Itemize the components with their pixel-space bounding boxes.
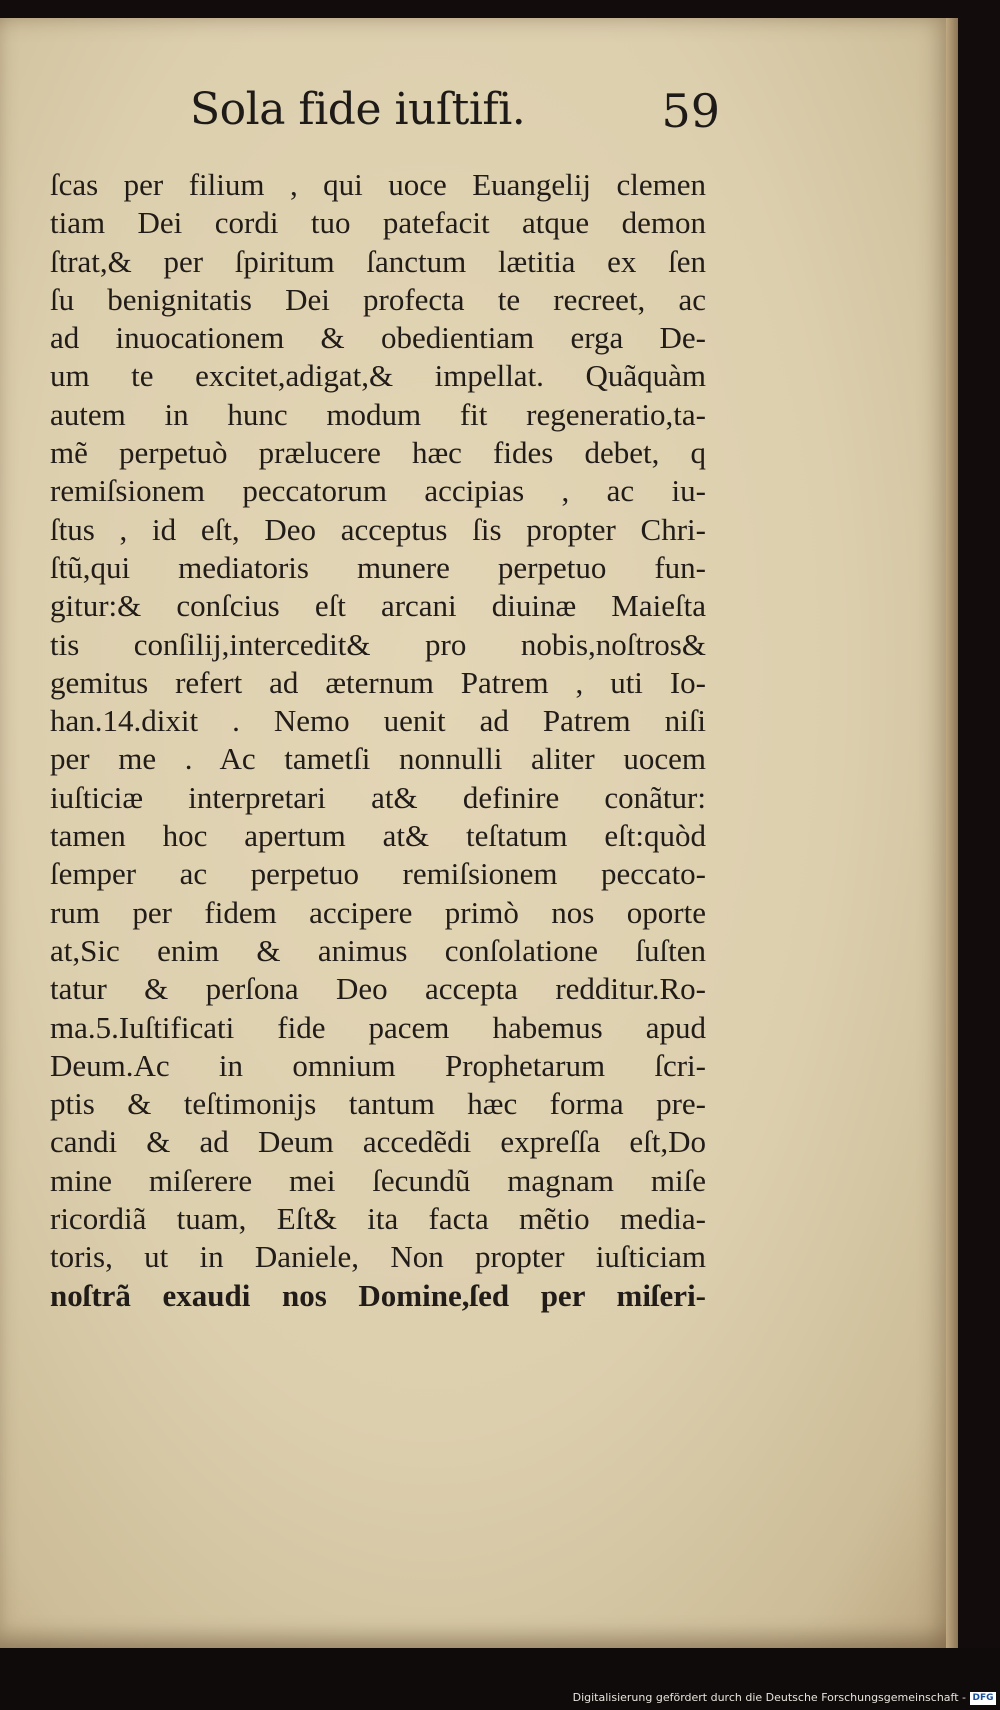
text-line: ſcas per filium , qui uoce Euangelij clemen [50, 167, 706, 202]
digitization-credit: Digitalisierung gefördert durch die Deutsche Forschungsgemeinschaft - [572, 1691, 966, 1704]
text-line: ricordiã tuam, Eſt& ita facta mẽtio media- [50, 1201, 706, 1237]
text-line: han.14.dixit . Nemo uenit ad Patrem niſi [50, 703, 706, 739]
text-line: tiam Dei cordi tuo patefacit atque demon [50, 205, 706, 241]
text-line: at,Sic enim & animus conſolatione ſuſten [50, 932, 706, 968]
text-line: gitur:& conſcius eſt arcani diuinæ Maieſta [50, 588, 706, 624]
running-head: Sola fide iuſtifi. [190, 84, 526, 135]
text-line: ſemper ac perpetuo remiſsionem peccato- [50, 856, 706, 892]
text-line: tamen hoc apertum at& teſtatum eſt:quòd [50, 818, 706, 854]
text-line: per me . Ac tametſi nonnulli aliter uocem [50, 741, 706, 777]
dfg-logo-icon: DFG [970, 1692, 996, 1705]
page-header [190, 84, 720, 144]
text-line: ſu benignitatis Dei profecta te recreet, ac [50, 281, 706, 317]
text-line: toris, ut in Daniele, Non propter iuſticiam [50, 1239, 706, 1275]
text-line: ſtrat,& per ſpiritum ſanctum lætitia ex ſen [50, 243, 706, 279]
text-line: ma.5.Iuſtificati fide pacem habemus apud [50, 1009, 706, 1045]
text-line: ptis & teſtimonijs tantum hæc forma pre- [50, 1086, 706, 1122]
text-line: ad inuocationem & obedientiam erga De- [50, 320, 706, 356]
footer-bar [0, 1648, 1000, 1710]
text-line: rum per fidem accipere primò nos oporte [50, 894, 706, 930]
text-line: remiſsionem peccatorum accipias , ac iu- [50, 473, 706, 509]
text-line: ſtus , id eſt, Deo acceptus ſis propter Chri- [50, 511, 706, 547]
text-line: mine miſerere mei ſecundũ magnam miſe [50, 1162, 706, 1198]
text-line: autem in hunc modum fit regeneratio,ta- [50, 396, 706, 432]
book-page [0, 18, 958, 1648]
page-number: 59 [661, 84, 720, 138]
text-line: ſtũ,qui mediatoris munere perpetuo fun- [50, 549, 706, 585]
body-text [50, 166, 706, 1315]
text-line: gemitus refert ad æternum Patrem , uti Io- [50, 664, 706, 700]
text-line: mẽ perpetuò prælucere hæc fides debet, q [50, 435, 706, 471]
text-line: Deum.Ac in omnium Prophetarum ſcri- [50, 1047, 706, 1083]
text-line: noſtrã exaudi nos Domine,ſed per miſeri- [50, 1277, 706, 1313]
text-line: um te excitet,adigat,& impellat. Quãquàm [50, 358, 706, 394]
text-line: tatur & perſona Deo accepta redditur.Ro- [50, 971, 706, 1007]
page-edge [946, 18, 958, 1648]
text-line: tis conſilij,intercedit& pro nobis,noſtros& [50, 626, 706, 662]
text-line: iuſticiæ interpretari at& definire conãtur: [50, 779, 706, 815]
text-line: candi & ad Deum accedẽdi expreſſa eſt,Do [50, 1124, 706, 1160]
